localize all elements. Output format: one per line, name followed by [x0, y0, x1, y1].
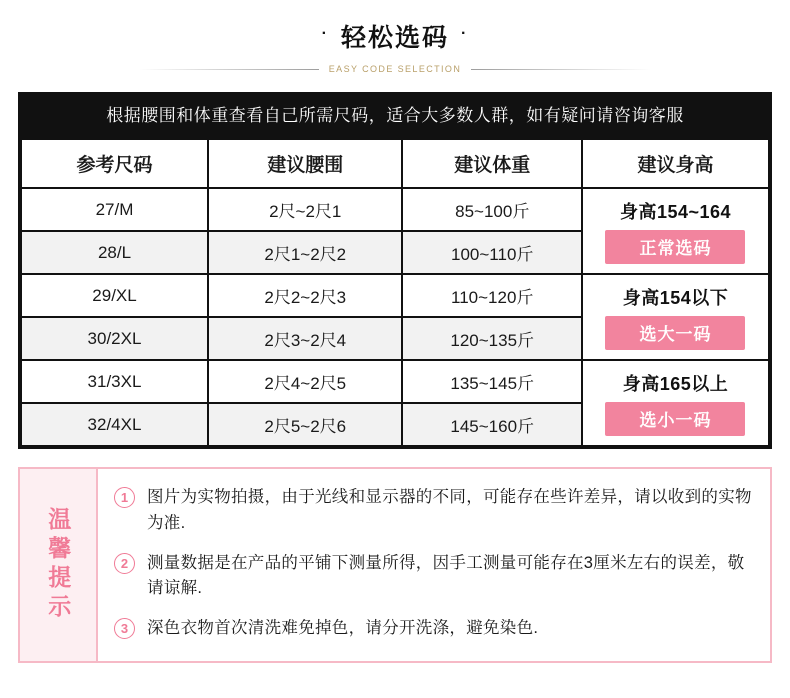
cell-height-group: [582, 188, 769, 274]
cell-waist: 2尺5~2尺6: [208, 403, 402, 446]
list-item: [114, 485, 756, 536]
column-header-height: 建议身高: [582, 139, 769, 188]
cell-waist: 2尺2~2尺3: [208, 274, 402, 317]
column-header-weight: 建议体重: [402, 139, 582, 188]
page-title: [0, 18, 790, 54]
cell-waist: 2尺1~2尺2: [208, 231, 402, 274]
status-badge: 选大一码: [605, 316, 745, 350]
column-header-waist: 建议腰围: [208, 139, 402, 188]
page-title-text: 轻松选码: [340, 24, 449, 52]
cell-waist: 2尺4~2尺5: [208, 360, 402, 403]
note-text: 测量数据是在产品的平铺下测量所得，因手工测量可能存在3厘米左右的误差，敬请谅解.: [147, 553, 745, 598]
cell-size: 28/L: [21, 231, 208, 274]
size-table-block: [18, 92, 772, 449]
status-badge: 选小一码: [605, 402, 745, 436]
height-range-label: 身高165以上: [622, 374, 729, 395]
cell-size: 30/2XL: [21, 317, 208, 360]
list-item: [114, 616, 756, 642]
notes-label-text: 温馨提示: [45, 507, 72, 624]
notes-label: [20, 469, 98, 661]
height-range-label: 身高154以下: [622, 288, 729, 309]
note-text: 图片为实物拍摄，由于光线和显示器的不同，可能存在些许差异，请以收到的实物为准.: [147, 488, 752, 532]
cell-weight: 120~135斤: [402, 317, 582, 360]
note-number-badge: 1: [114, 487, 135, 508]
decorative-dot-left-icon: ·: [321, 25, 329, 42]
cell-waist: 2尺3~2尺4: [208, 317, 402, 360]
table-row: [21, 274, 769, 317]
cell-weight: 135~145斤: [402, 360, 582, 403]
cell-waist: 2尺~2尺1: [208, 188, 402, 231]
cell-size: 32/4XL: [21, 403, 208, 446]
list-item: [114, 551, 756, 602]
note-text: 深色衣物首次清洗难免掉色，请分开洗涤，避免染色.: [147, 618, 539, 637]
notes-list: [98, 469, 770, 661]
page-subtitle-row: [0, 64, 790, 74]
cell-size: 31/3XL: [21, 360, 208, 403]
cell-weight: 110~120斤: [402, 274, 582, 317]
status-badge: 正常选码: [605, 230, 745, 264]
decorative-dot-right-icon: ·: [461, 25, 469, 42]
cell-size: 29/XL: [21, 274, 208, 317]
cell-height-group: [582, 274, 769, 360]
size-table: [20, 138, 770, 447]
cell-weight: 145~160斤: [402, 403, 582, 446]
size-table-banner: 根据腰围和体重查看自己所需尺码，适合大多数人群，如有疑问请咨询客服: [20, 94, 770, 138]
cell-height-group: [582, 360, 769, 446]
table-row: [21, 360, 769, 403]
table-header-row: [21, 139, 769, 188]
cell-weight: 100~110斤: [402, 231, 582, 274]
divider-right: [471, 69, 651, 70]
page-subtitle: EASY CODE SELECTION: [328, 64, 462, 74]
cell-size: 27/M: [21, 188, 208, 231]
note-number-badge: 3: [114, 618, 135, 639]
cell-weight: 85~100斤: [402, 188, 582, 231]
page-header: [0, 0, 790, 74]
column-header-size: 参考尺码: [21, 139, 208, 188]
table-row: [21, 188, 769, 231]
note-number-badge: 2: [114, 553, 135, 574]
notes-block: [18, 467, 772, 663]
divider-left: [139, 69, 319, 70]
height-range-label: 身高154~164: [619, 202, 732, 223]
